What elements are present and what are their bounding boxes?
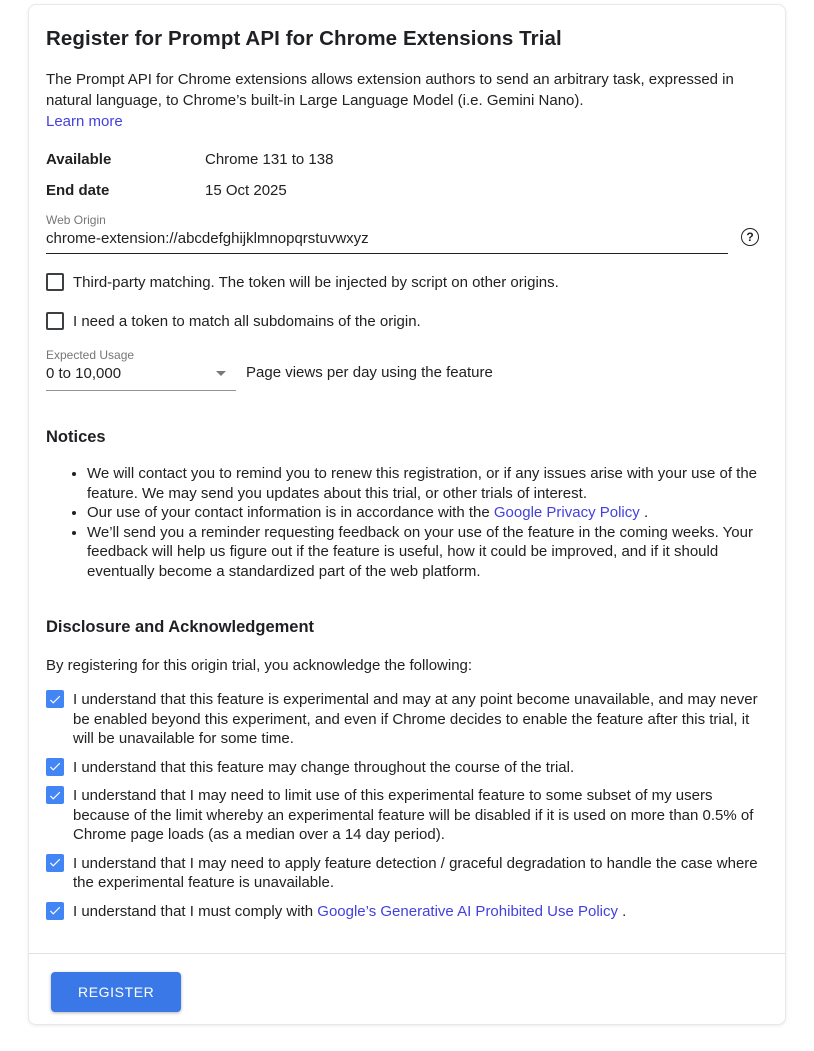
notice-suffix: . (639, 504, 649, 521)
card-body (29, 5, 785, 939)
ack-checkbox-limit-use[interactable] (46, 786, 64, 804)
ack-item-limit-use (46, 786, 759, 845)
ack-text: I understand that this feature may change throughout the course of the trial. (73, 758, 575, 776)
ack-text: I understand that I must comply with (73, 902, 318, 920)
expected-usage-hint: Page views per day using the feature (246, 364, 493, 381)
registration-card (28, 4, 786, 1025)
learn-more-link[interactable]: Learn more (46, 113, 123, 130)
available-row (46, 151, 759, 168)
ack-checkbox-change[interactable] (46, 758, 64, 776)
notices-heading: Notices (46, 428, 106, 446)
expected-usage-label: Expected Usage (46, 348, 135, 362)
third-party-label: Third-party matching. The token will be injected by script on other origins. (73, 274, 559, 291)
trial-description (46, 69, 759, 132)
subdomain-label: I need a token to match all subdomains of the origin. (73, 312, 421, 330)
privacy-policy-link[interactable]: Google Privacy Policy (493, 504, 640, 521)
card-footer (29, 954, 785, 1024)
notice-text: Our use of your contact information is in accordance with the (87, 504, 494, 521)
ack-label (73, 758, 574, 778)
checkmark-icon (48, 903, 62, 918)
notice-item (87, 523, 759, 582)
notice-item (87, 464, 759, 503)
notices-list (46, 464, 759, 581)
ack-label (73, 854, 759, 893)
acknowledgement-list (46, 690, 759, 921)
expected-usage-block (46, 348, 759, 391)
notice-text: We’ll send you a reminder requesting feedback on your use of the feature in the coming weeks. Your feedback will help us figure out if the feature is useful, how it could be improved, and if it should eventually become a standardized part of the web platform. (87, 523, 753, 580)
ack-text: I understand that I may need to apply feature detection / graceful degradation to handle the case where the experimental feature is unavailable. (73, 854, 758, 891)
ack-item-experimental (46, 690, 759, 749)
end-date-label: End date (46, 182, 110, 199)
notice-item (87, 503, 759, 523)
ack-label (73, 786, 759, 845)
ack-text: I understand that I may need to limit use of this experimental feature to some subset of my users because of the limit whereby an experimental feature will be disabled if it is used on more than 0.5% of Chrome page loads (as a median over a 14 day period). (73, 787, 754, 843)
ack-checkbox-experimental[interactable] (46, 690, 64, 708)
end-date-row (46, 182, 759, 199)
checkmark-icon (48, 759, 62, 774)
acknowledgement-heading: Disclosure and Acknowledgement (46, 618, 315, 636)
third-party-checkbox[interactable] (46, 273, 64, 291)
ack-item-feature-detection (46, 854, 759, 893)
page-title: Register for Prompt API for Chrome Extensions Trial (46, 27, 562, 50)
web-origin-input[interactable] (46, 227, 728, 254)
notice-text: We will contact you to remind you to renew this registration, or if any issues arise with your use of the feature. We may send you updates about this trial, or other trials of interest. (87, 465, 758, 502)
trial-description-text: The Prompt API for Chrome extensions allows extension authors to send an arbitrary task, expressed in natural language, to Chrome’s built-in Large Language Model (i.e. Gemini Nano). (46, 71, 734, 109)
end-date-value: 15 Oct 2025 (205, 182, 287, 199)
register-button[interactable]: REGISTER (51, 972, 181, 1012)
available-label: Available (46, 151, 112, 168)
web-origin-row (46, 227, 759, 254)
help-icon[interactable]: ? (741, 228, 759, 246)
expected-usage-value: 0 to 10,000 (46, 365, 122, 382)
ack-checkbox-feature-detection[interactable] (46, 854, 64, 872)
subdomain-checkbox[interactable] (46, 312, 64, 330)
ack-item-change (46, 758, 759, 778)
expected-usage-select[interactable] (46, 362, 236, 391)
checkmark-icon (48, 692, 62, 707)
ack-text: I understand that this feature is experimental and may at any point become unavailable, and may never be enabled beyond this experiment, and even if Chrome decides to enable the feature after this trial, it will be unavailable for some time. (73, 691, 758, 747)
trial-details (46, 151, 759, 199)
ack-label (73, 690, 759, 749)
ack-item-prohibited-use (46, 902, 759, 922)
ack-label (73, 902, 626, 922)
subdomain-option (46, 312, 759, 332)
checkmark-icon (48, 855, 62, 870)
ack-checkbox-prohibited-use[interactable] (46, 902, 64, 920)
prohibited-use-policy-link[interactable]: Google’s Generative AI Prohibited Use Policy (317, 902, 618, 920)
available-value: Chrome 131 to 138 (205, 151, 334, 168)
acknowledgement-intro: By registering for this origin trial, you acknowledge the following: (46, 657, 473, 674)
checkmark-icon (48, 788, 62, 803)
expected-usage-row (46, 362, 759, 391)
web-origin-label: Web Origin (46, 213, 106, 227)
ack-suffix: . (618, 902, 627, 920)
dropdown-arrow-icon (216, 371, 226, 376)
third-party-option (46, 273, 759, 293)
